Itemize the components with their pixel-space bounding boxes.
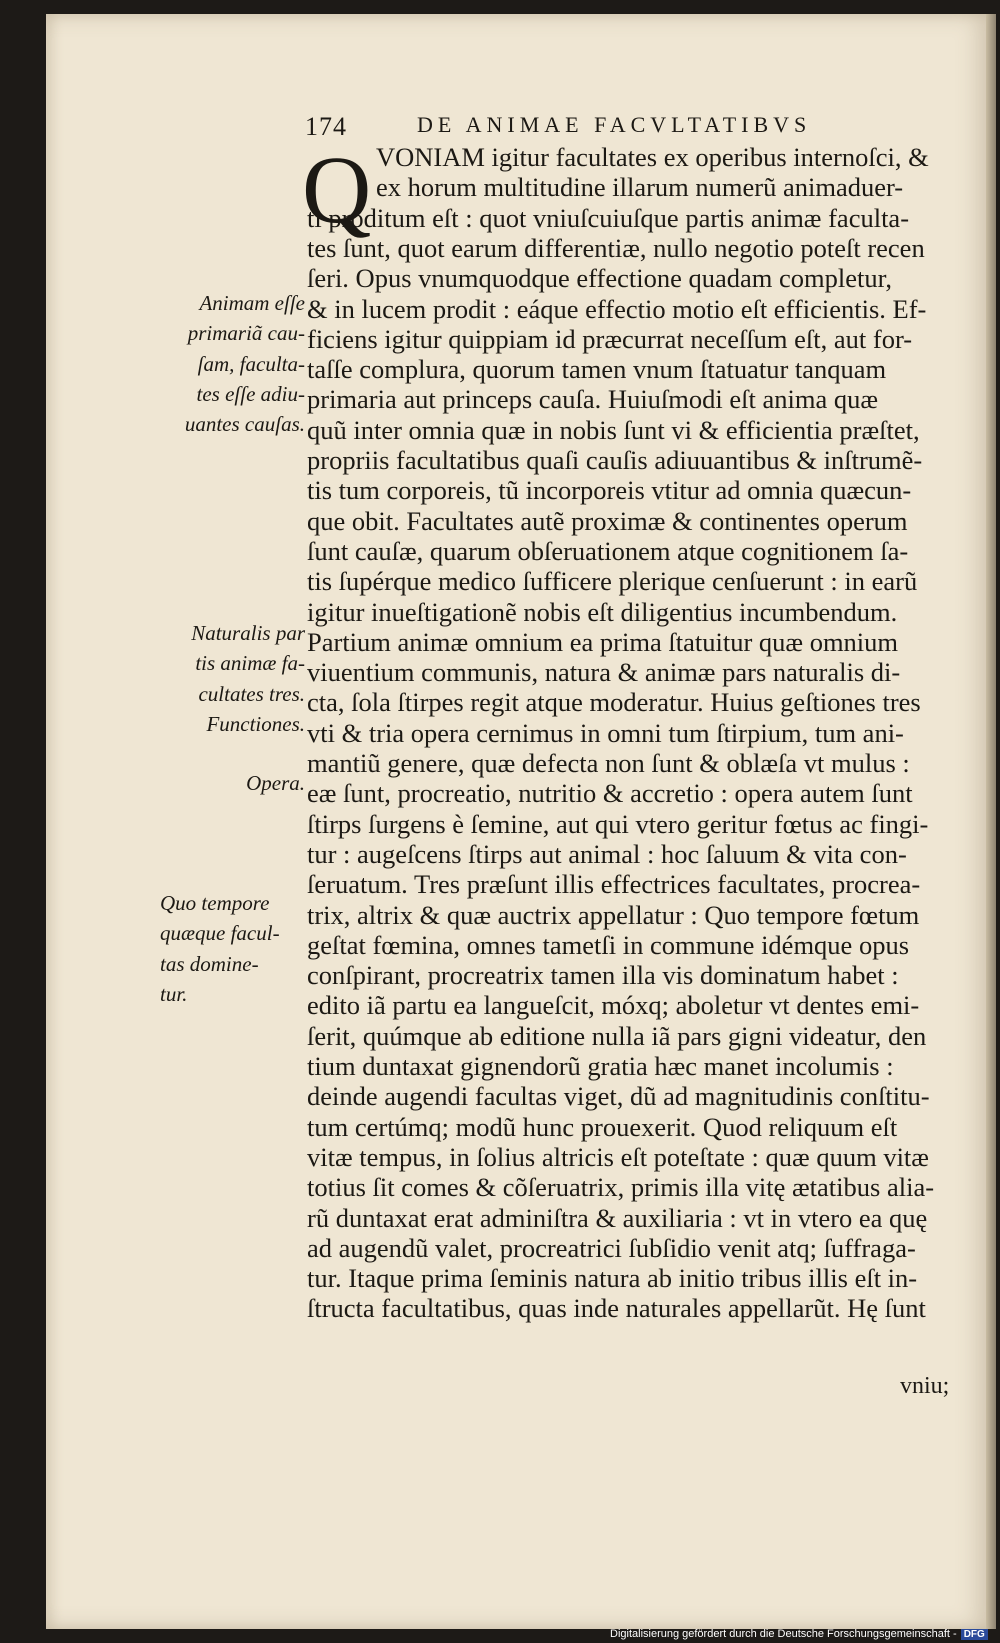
text-line: tes ſunt, quot earum differentiæ, nullo negotio poteſt recen xyxy=(307,232,925,263)
text-line: ſeri. Opus vnumquodque effectione quadam completur, xyxy=(307,263,892,294)
margin-note-line: primariã cau- xyxy=(187,321,305,346)
text-line: edito iã partu ea langueſcit, móxq; aboletur vt dentes emi- xyxy=(307,990,920,1021)
margin-note-line: quæque facul- xyxy=(160,921,280,946)
text-line: ex horum multitudine illarum numerũ animaduer- xyxy=(376,172,904,203)
text-line: ſerit, quúmque ab editione nulla iã pars gigni videatur, den xyxy=(307,1020,927,1051)
text-line: primaria aut princeps cauſa. Huiuſmodi eſt anima quæ xyxy=(307,384,879,415)
text-line: que obit. Facultates autẽ proximæ & continentes operum xyxy=(307,505,908,536)
margin-note-line: Functiones. xyxy=(206,711,305,736)
text-line: tis ſupérque medico ſufficere plerique cenſuerunt : in earũ xyxy=(307,566,918,597)
text-line: vitæ tempus, in ſolius altricis eſt poteſtate : quæ quum vitæ xyxy=(307,1141,929,1172)
margin-note-line: Quo tempore xyxy=(160,891,270,915)
footer-text: Digitalisierung gefördert durch die Deutsche Forschungsgemeinschaft - xyxy=(610,1628,957,1640)
text-line: tis tum corporeis, tũ incorporeis vtitur ad omnia quæcun- xyxy=(307,475,912,506)
margin-note-line: ſam, faculta- xyxy=(197,351,305,376)
text-line: cta, ſola ſtirpes regit atque moderatur. Huius geſtiones tres xyxy=(307,687,921,718)
text-line: ad augendũ valet, procreatrici ſubſidio venit atq; ſuffraga- xyxy=(307,1232,916,1263)
text-line: propriis facultatibus quaſi cauſis adiuuantibus & inſtrumẽ- xyxy=(307,445,923,475)
drop-cap: Q xyxy=(302,136,372,243)
dfg-logo: DFG xyxy=(961,1629,988,1640)
margin-note-line: uantes cauſas. xyxy=(184,412,305,437)
text-line: & in lucem prodit : eáque effectio motio eſt efficientis. Ef- xyxy=(307,293,927,324)
margin-note-line: cultates tres. xyxy=(198,681,305,706)
margin-note-line: tur. xyxy=(160,981,188,1006)
text-line: mantiũ genere, quæ defecta non ſunt & oblæſa vt mulus : xyxy=(307,748,910,778)
page-edge xyxy=(986,14,996,1629)
digitization-footer xyxy=(610,1628,988,1640)
text-line: VONIAM igitur facultates ex operibus internoſci, & xyxy=(376,142,929,172)
text-line: conſpirant, procreatrix tamen illa vis dominatum habet : xyxy=(307,960,899,991)
text-line: geſtat fœmina, omnes tametſi in commune idémque opus xyxy=(307,929,910,960)
margin-note-line: Animam eſſe xyxy=(199,291,305,315)
text-line: ſunt cauſæ, quarum obſeruationem atque cognitionem ſa- xyxy=(307,535,909,566)
text-line: tum certúmq; modũ hunc prouexerit. Quod reliquum eſt xyxy=(307,1111,898,1142)
margin-note-line: tas domine- xyxy=(160,951,259,976)
text-line: deinde augendi facultas viget, dũ ad magnitudinis conſtitu- xyxy=(307,1081,930,1112)
margin-note-line: tis animæ fa- xyxy=(195,651,305,676)
text-line: quũ inter omnia quæ in nobis ſunt vi & efficientia præſtet, xyxy=(307,414,920,445)
text-line: tur : augeſcens ſtirps aut animal : hoc ſaluum & vita con- xyxy=(307,838,907,869)
text-line: totius ſit comes & cõſeruatrix, primis illa vitę ætatibus alia- xyxy=(307,1172,935,1203)
margin-note-line: Opera. xyxy=(246,771,305,795)
text-line: ti proditum eſt : quot vniuſcuiuſque partis animæ faculta- xyxy=(307,202,910,233)
page-number: 174 xyxy=(305,112,347,141)
text-line: vti & tria opera cernimus in omni tum ſtirpium, tum ani- xyxy=(307,717,904,748)
text-line: trix, altrix & quæ auctrix appellatur : Quo tempore fœtum xyxy=(307,899,920,930)
text-line: Partium animæ omnium ea prima ſtatuitur quæ omnium xyxy=(307,626,899,657)
text-line: tur. Itaque prima ſeminis natura ab initio tribus illis eſt in- xyxy=(307,1263,918,1294)
text-line: eæ ſunt, procreatio, nutritio & accretio : opera autem ſunt xyxy=(307,778,913,809)
text-line: ſtirps ſurgens è ſemine, aut qui vtero geritur fœtus ac fingi- xyxy=(307,808,929,839)
text-line: ficiens igitur quippiam id præcurrat neceſſum eſt, aut for- xyxy=(307,323,913,354)
text-line: rũ duntaxat erat adminiſtra & auxiliaria : vt in vtero ea quę xyxy=(307,1202,928,1233)
running-title: DE ANIMAE FACVLTATIBVS xyxy=(417,112,812,137)
text-line: ſtructa facultatibus, quas inde naturales appellarũt. Hę ſunt xyxy=(307,1293,926,1324)
text-line: taſſe complura, quorum tamen vnum ſtatuatur tanquam xyxy=(307,354,887,385)
margin-note-line: Naturalis par xyxy=(191,621,305,645)
text-line: igitur inueſtigationẽ nobis eſt diligentius incumbendum. xyxy=(307,596,898,627)
margin-note-line: tes eſſe adiu- xyxy=(196,381,305,406)
catchword: vniu; xyxy=(900,1373,950,1399)
text-line: tium duntaxat gignendorũ gratia hæc manet incolumis : xyxy=(307,1051,894,1081)
text-line: ſeruatum. Tres præſunt illis effectrices facultates, procrea- xyxy=(307,869,921,900)
text-line: viuentium communis, natura & animæ pars naturalis di- xyxy=(307,657,901,688)
running-header xyxy=(305,112,910,142)
